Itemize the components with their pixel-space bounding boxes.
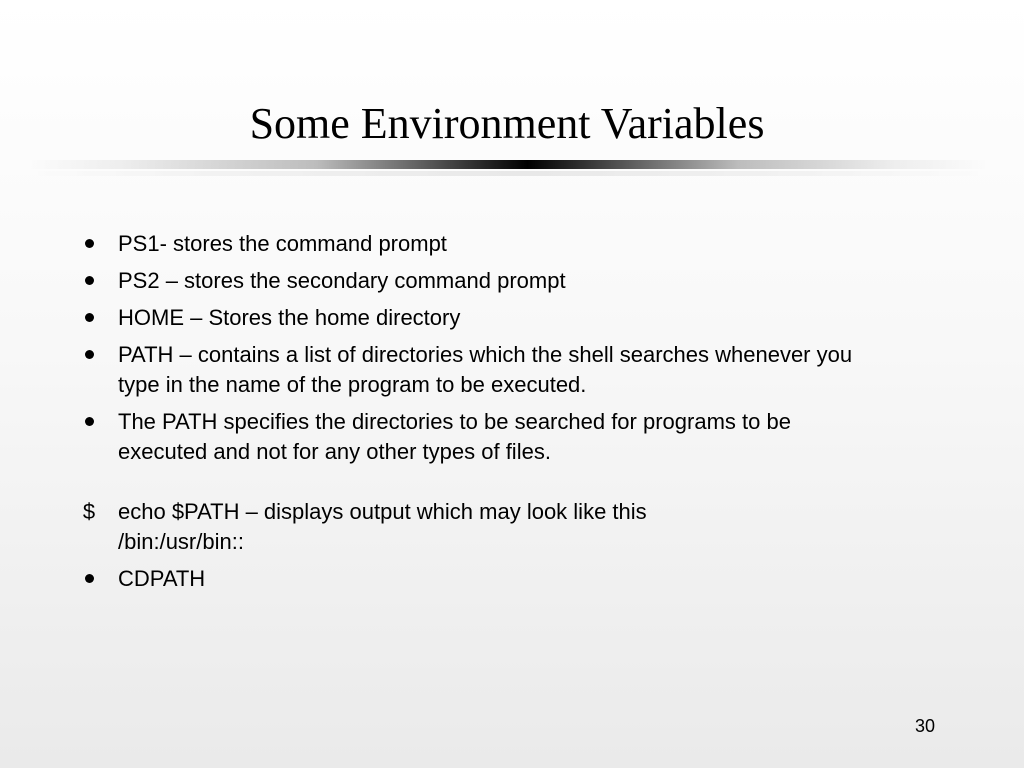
command-output: /bin:/usr/bin:: (118, 529, 244, 554)
slide-title: Some Environment Variables (249, 99, 765, 148)
bullet-item (74, 266, 994, 296)
bullet-icon (74, 407, 104, 437)
bullet-item (74, 564, 994, 594)
bullet-item (74, 303, 994, 333)
bullet-icon (74, 303, 104, 333)
bullet-item (74, 340, 994, 400)
bullet-text-line-2: type in the name of the program to be executed. (118, 372, 587, 397)
title-divider (28, 160, 988, 169)
dollar-marker: $ (82, 499, 96, 524)
bullet-text: CDPATH (118, 566, 206, 591)
bullet-item (74, 229, 994, 259)
bullet-text: PS2 – stores the secondary command prompt (118, 268, 566, 293)
bullet-icon (74, 229, 104, 259)
bullet-text: PS1- stores the command prompt (118, 231, 447, 256)
command-text: echo $PATH – displays output which may look like this (118, 499, 647, 524)
bullet-text: HOME – Stores the home directory (118, 305, 461, 330)
bullet-text-line-1: The PATH specifies the directories to be searched for programs to be (118, 409, 791, 434)
title-divider-shadow (28, 171, 988, 176)
bullet-icon (74, 340, 104, 370)
command-item (74, 497, 994, 557)
bullet-icon (74, 564, 104, 594)
bullet-icon (74, 266, 104, 296)
bullet-text-line-2: executed and not for any other types of files. (118, 439, 551, 464)
bullet-text-line-1: PATH – contains a list of directories which the shell searches whenever you (118, 342, 853, 367)
spacer (74, 474, 994, 497)
bullet-item (74, 407, 994, 467)
slide-content (74, 229, 994, 601)
page-number: 30 (914, 716, 936, 736)
